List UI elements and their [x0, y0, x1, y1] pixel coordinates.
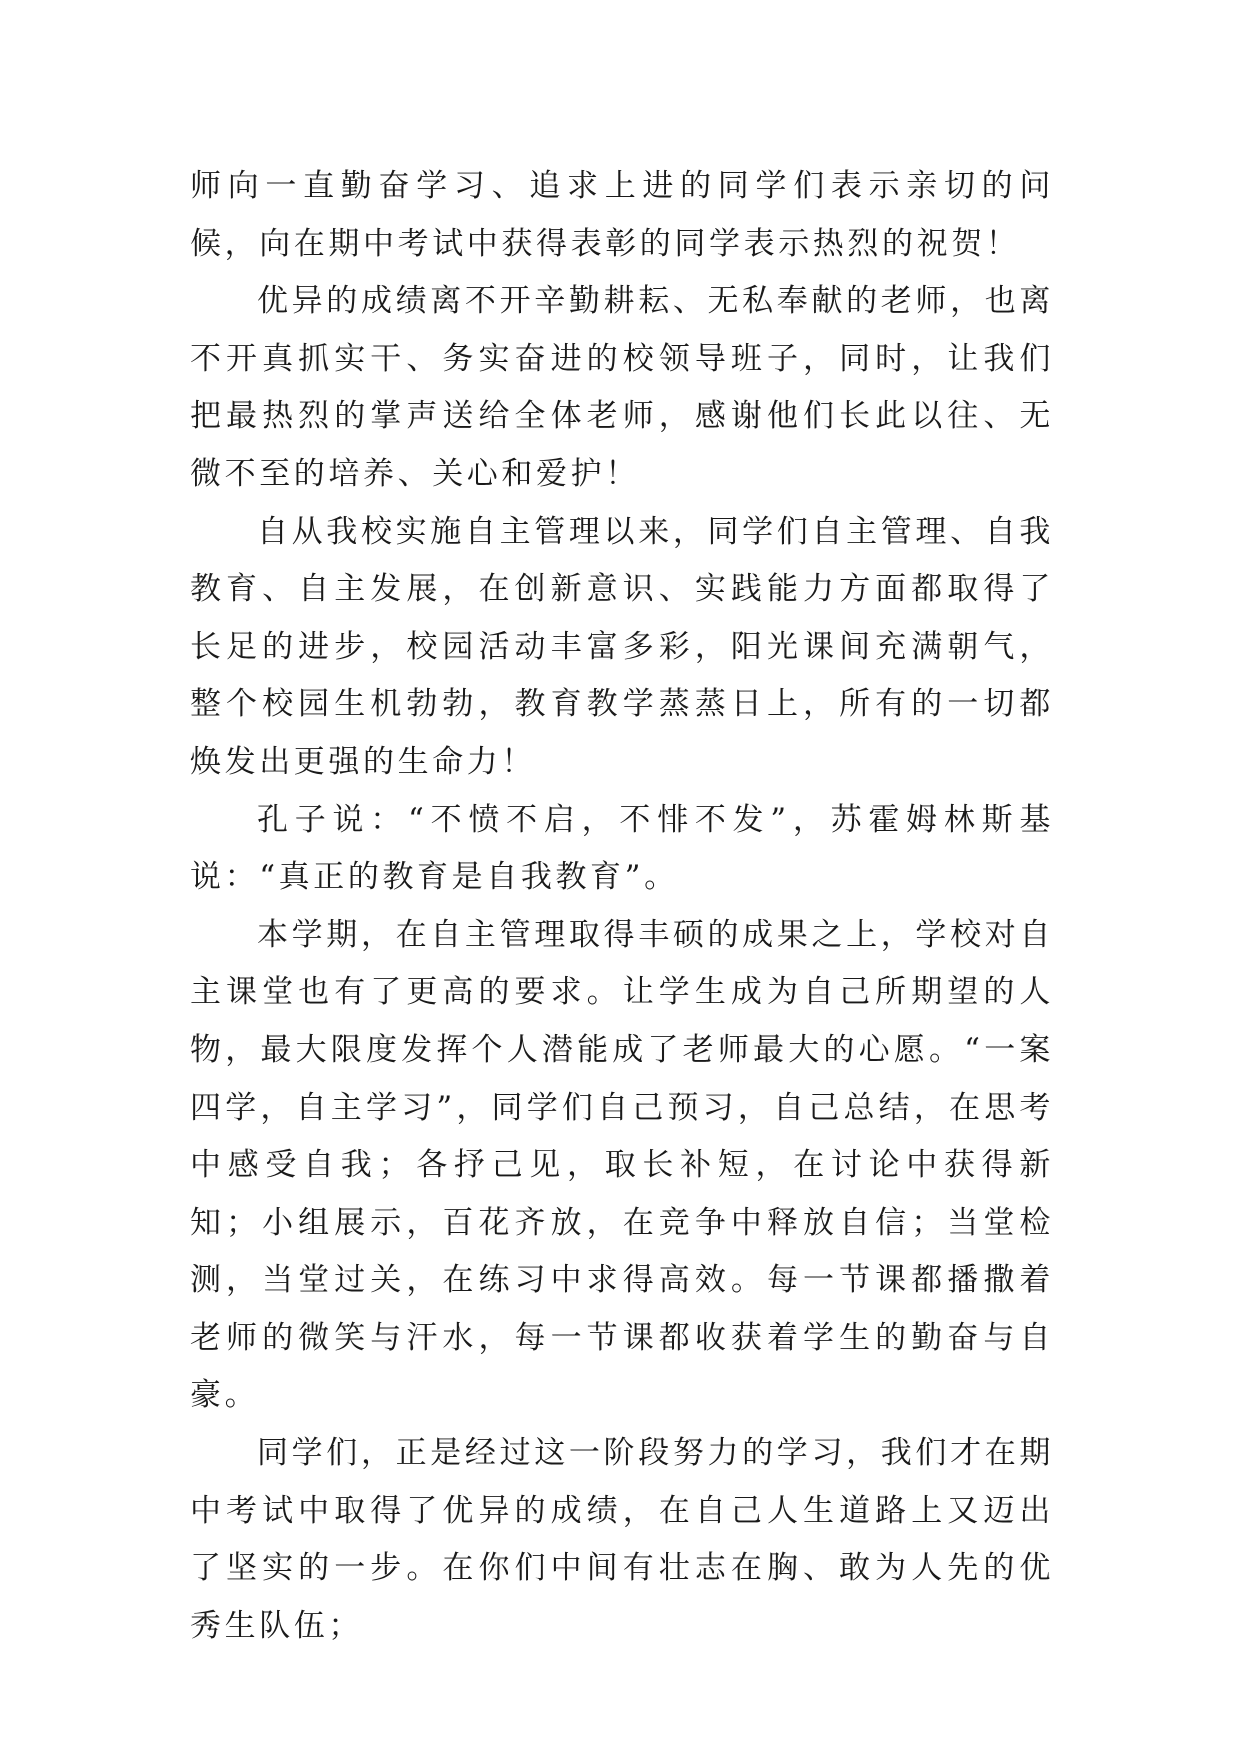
paragraph-self-management: 自从我校实施自主管理以来，同学们自主管理、自我教育、自主发展，在创新意识、实践能力方面都取得了长足的进步，校园活动丰富多彩，阳光课间充满朝气，整个校园生机勃勃，教育教学蒸蒸日上，所有的一切都焕发出更强的生命力！	[190, 513, 1054, 780]
paragraph-continuation: 师向一直勤奋学习、追求上进的同学们表示亲切的问候，向在期中考试中获得表彰的同学表示热烈的祝贺！	[190, 168, 1054, 262]
paragraph-thanks-teachers: 优异的成绩离不开辛勤耕耘、无私奉献的老师，也离不开真抓实干、务实奋进的校领导班子，同时，让我们把最热烈的掌声送给全体老师，感谢他们长此以往、无微不至的培养、关心和爱护！	[190, 283, 1054, 492]
paragraph-achievements: 同学们，正是经过这一阶段努力的学习，我们才在期中考试中取得了优异的成绩，在自己人生道路上又迈出了坚实的一步。在你们中间有壮志在胸、敢为人先的优秀生队伍；	[190, 1435, 1054, 1644]
paragraph-classroom: 本学期，在自主管理取得丰硕的成果之上，学校对自主课堂也有了更高的要求。让学生成为自己所期望的人物，最大限度发挥个人潜能成了老师最大的心愿。“一案四学，自主学习”，同学们自己预习，自己总结，在思考中感受自我；各抒己见，取长补短，在讨论中获得新知；小组展示，百花齐放，在竞争中释放自信；当堂检测，当堂过关，在练习中求得高效。每一节课都播撒着老师的微笑与汗水，每一节课都收获着学生的勤奋与自豪。	[190, 916, 1054, 1414]
document-body	[190, 158, 1054, 1655]
paragraph-quotes: 孔子说：“不愤不启，不悱不发”，苏霍姆林斯基说：“真正的教育是自我教育”。	[190, 801, 1054, 896]
